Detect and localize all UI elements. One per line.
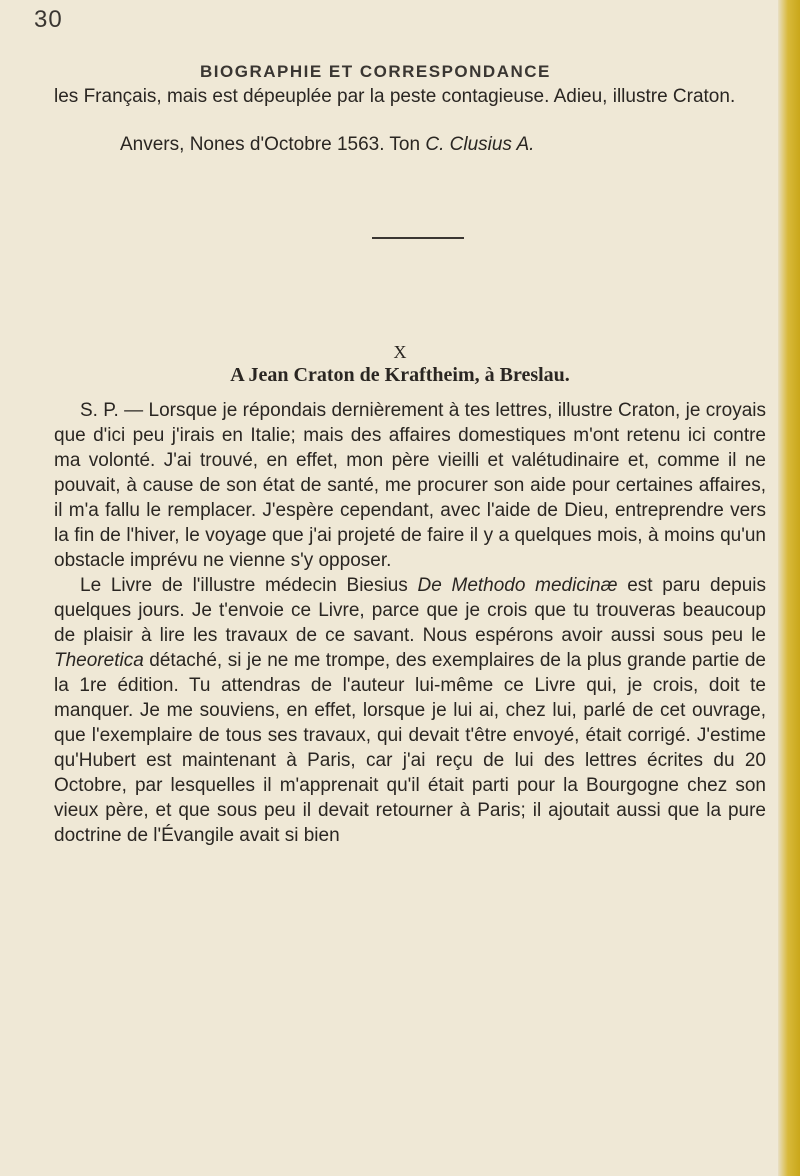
signoff-name: C. Clusius A. — [425, 134, 535, 155]
page-edge — [778, 0, 800, 1176]
letter-body — [54, 398, 766, 848]
letter-numeral: X — [393, 342, 407, 362]
carry-over-text: les Français, mais est dépeuplée par la peste contagieuse. Adieu, illustre Craton. — [54, 86, 736, 107]
paragraph-2-part-e: détaché, si je ne me trompe, des exemplaires de la plus grande partie de la 1re édition. Tu attendras de l'auteur lui-même ce Livre qui, je crois, doit te manquer. Je me souviens, en effet, lorsque je lui ai, chez lui, parlé de cet ouvrage, que l'exemplaire de tous ses travaux, qui devait t'être envoyé, était corrigé. J'estime qu'Hubert est maintenant à Paris, car j'ai reçu de lui des lettres écrites du 20 Octobre, par lesquelles il m'apprenait qu'il était parti pour la Bourgogne chez son vieux père, et que sous peu il devait retourner à Paris; il ajoutait aussi que la pure doctrine de l'Évangile avait si bien — [54, 650, 766, 846]
book-title-theoretica: Theoretica — [54, 650, 144, 671]
running-head: BIOGRAPHIE ET CORRESPONDANCE — [200, 62, 551, 81]
signoff-text: Anvers, Nones d'Octobre 1563. Ton — [120, 134, 426, 155]
letter-signoff — [120, 134, 534, 156]
paragraph-2-part-a: Le Livre de l'illustre médecin Biesius — [80, 575, 418, 596]
letter-heading: A Jean Craton de Kraftheim, à Breslau. — [230, 364, 570, 386]
section-divider — [372, 237, 464, 239]
book-title-methodo: De Methodo medicinæ — [417, 575, 618, 596]
page-number: 30 — [34, 6, 63, 33]
paragraph-1: S. P. — Lorsque je répondais dernièrement à tes lettres, illustre Craton, je croyais que d'ici peu j'irais en Italie; mais des affaires domestiques m'ont retenu ici contre ma volonté. J'ai trouvé, en effet, mon père vieilli et valétudinaire et, comme il ne pouvait, à cause de son état de santé, me procurer son aide pour certaines affaires, il m'a fallu le remplacer. J'espère cependant, avec l'aide de Dieu, entreprendre vers la fin de l'hiver, le voyage que j'ai projeté de faire il y a quelques mois, à moins qu'un obstacle imprévu ne vienne s'y opposer. — [54, 400, 766, 571]
paragraph-2 — [54, 573, 766, 848]
paragraph-2-part-c: est paru depuis quelques jours. Je t'envoie ce Livre, parce que je crois que tu trouveras beaucoup de plaisir à lire les travaux de ce savant. Nous espérons avoir aussi sous peu le — [54, 575, 766, 646]
